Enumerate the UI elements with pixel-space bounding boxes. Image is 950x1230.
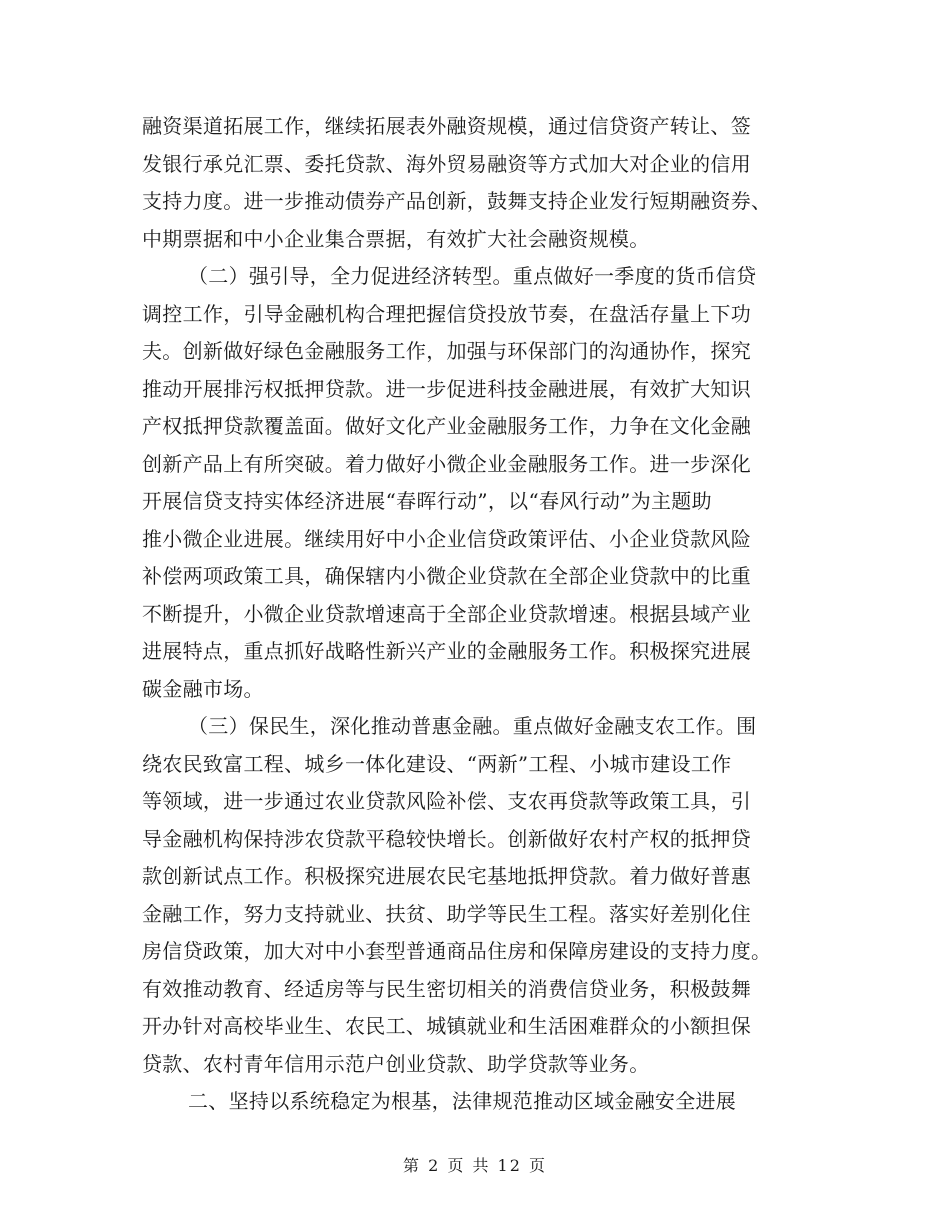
text-line: 等领域，进一步通过农业贷款风险补偿、支农再贷款等政策工具，引 <box>142 789 751 813</box>
text-line: 金融工作，努力支持就业、扶贫、助学等民生工程。落实好差别化住 <box>142 901 751 926</box>
page-footer: 第 2 页 共 12 页 <box>403 1156 547 1175</box>
text-line: 推动开展排污权抵押贷款。进一步促进科技金融进展，有效扩大知识 <box>142 376 751 401</box>
text-line: 推小微企业进展。继续用好中小企业信贷政策评估、小企业贷款风险 <box>142 526 751 551</box>
body-text <box>142 108 814 1121</box>
text-line: 贷款、农村青年信用示范户创业贷款、助学贷款等业务。 <box>142 1051 650 1076</box>
text-line: 开办针对高校毕业生、农民工、城镇就业和生活困难群众的小额担保 <box>142 1014 751 1038</box>
text-line: 产权抵押贷款覆盖面。做好文化产业金融服务工作，力争在文化金融 <box>142 414 751 438</box>
text-line: 有效推动教育、经适房等与民生密切相关的消费信贷业务，积极鼓舞 <box>142 976 751 1001</box>
text-line: 夫。创新做好绿色金融服务工作，加强与环保部门的沟通协作，探究 <box>142 339 751 363</box>
text-line: 开展信贷支持实体经济进展“春晖行动”，以“春风行动”为主题助 <box>142 489 712 513</box>
text-line: 二、坚持以系统稳定为根基，法律规范推动区域金融安全进展 <box>188 1089 737 1113</box>
text-line: 发银行承兑汇票、委托贷款、海外贸易融资等方式加大对企业的信用 <box>142 151 751 176</box>
text-line: 不断提升，小微企业贷款增速高于全部企业贷款增速。根据县域产业 <box>142 601 751 626</box>
text-line: （三）保民生，深化推动普惠金融。重点做好金融支农工作。围 <box>188 714 757 738</box>
text-line: 中期票据和中小企业集合票据，有效扩大社会融资规模。 <box>142 226 650 251</box>
text-line: 款创新试点工作。积极探究进展农民宅基地抵押贷款。着力做好普惠 <box>142 864 751 888</box>
text-line: 进展特点，重点抓好战略性新兴产业的金融服务工作。积极探究进展 <box>142 639 751 663</box>
text-line: 碳金融市场。 <box>142 676 264 701</box>
text-line: 绕农民致富工程、城乡一体化建设、“两新”工程、小城市建设工作 <box>142 751 732 776</box>
text-line: （二）强引导，全力促进经济转型。重点做好一季度的货币信贷 <box>188 264 757 288</box>
text-line: 房信贷政策，加大对中小套型普通商品住房和保障房建设的支持力度。 <box>142 939 772 963</box>
text-line: 补偿两项政策工具，确保辖内小微企业贷款在全部企业贷款中的比重 <box>142 564 751 588</box>
text-line: 融资渠道拓展工作，继续拓展表外融资规模，通过信贷资产转让、签 <box>142 114 751 138</box>
text-line: 支持力度。进一步推动债券产品创新，鼓舞支持企业发行短期融资券、 <box>142 189 772 213</box>
text-line: 调控工作，引导金融机构合理把握信贷投放节奏，在盘活存量上下功 <box>142 301 751 326</box>
text-line: 导金融机构保持涉农贷款平稳较快增长。创新做好农村产权的抵押贷 <box>142 826 751 851</box>
text-line: 创新产品上有所突破。着力做好小微企业金融服务工作。进一步深化 <box>142 451 751 476</box>
